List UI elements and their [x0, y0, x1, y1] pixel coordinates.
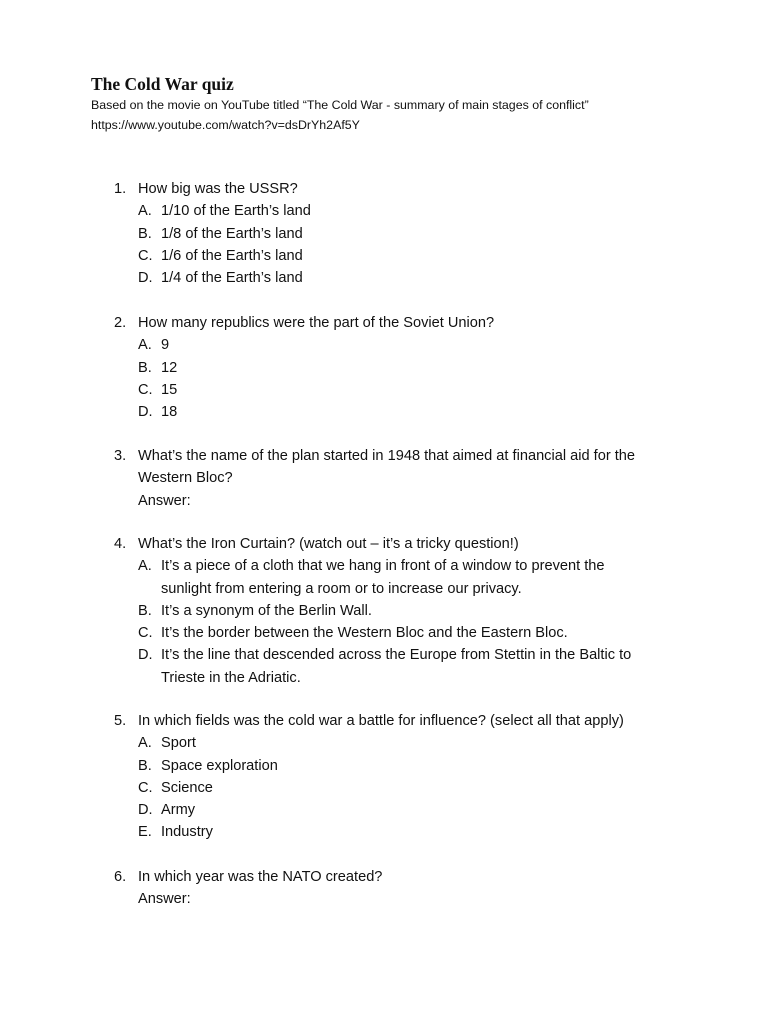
answer-option: [0, 578, 768, 600]
option-text: 12: [161, 359, 178, 376]
option-letter: D.: [138, 270, 153, 287]
answer-option: [0, 245, 768, 267]
question-line: [0, 866, 768, 888]
question-text: In which fields was the cold war a battle for influence? (select all that apply): [138, 713, 624, 729]
answer-option: [0, 600, 768, 622]
question-line: [0, 312, 768, 334]
question-line: [0, 467, 768, 489]
option-text: It’s the line that descended across the Europe from Stettin in the Baltic to: [161, 647, 632, 664]
question-line: [0, 445, 768, 467]
option-letter: B.: [138, 757, 152, 774]
question-text: How many republics were the part of the Soviet Union?: [138, 315, 495, 331]
option-text: Sport: [161, 735, 196, 752]
option-text: 9: [161, 337, 170, 354]
option-text: sunlight from entering a room or to increase our privacy.: [161, 580, 522, 597]
question-text: What’s the Iron Curtain? (watch out – it’s a tricky question!): [138, 536, 519, 552]
option-letter: C.: [138, 779, 153, 796]
page-title: The Cold War quiz: [91, 74, 234, 94]
question-5: [0, 710, 768, 844]
question-4: [0, 533, 768, 689]
option-letter: B.: [138, 602, 152, 619]
option-text: It’s a synonym of the Berlin Wall.: [161, 602, 372, 619]
question-number: 1.: [114, 181, 127, 197]
answer-option: [0, 799, 768, 821]
option-letter: D.: [138, 647, 153, 664]
option-letter: A.: [138, 735, 152, 752]
answer-option: [0, 267, 768, 289]
answer-option: [0, 555, 768, 577]
question-text: Answer:: [138, 891, 191, 908]
question-text: How big was the USSR?: [138, 181, 298, 197]
question-1: [0, 178, 768, 289]
option-letter: D.: [138, 404, 153, 421]
answer-option: [0, 732, 768, 754]
answer-option: [0, 755, 768, 777]
option-text: 1/4 of the Earth’s land: [161, 270, 303, 287]
question-number: 5.: [114, 713, 127, 729]
question-text: What’s the name of the plan started in 1948 that aimed at financial aid for the: [138, 448, 636, 464]
answer-option: [0, 622, 768, 644]
answer-option: [0, 223, 768, 245]
option-text: It’s the border between the Western Bloc and the Eastern Bloc.: [161, 625, 568, 642]
answer-option: [0, 821, 768, 843]
answer-option: [0, 357, 768, 379]
option-text: It’s a piece of a cloth that we hang in front of a window to prevent the: [161, 558, 605, 575]
option-text: Industry: [161, 824, 213, 841]
answer-option: [0, 777, 768, 799]
page-subtitle: Based on the movie on YouTube titled “The Cold War - summary of main stages of conflict”: [91, 98, 589, 112]
question-line: [0, 490, 768, 512]
question-text: Western Bloc?: [138, 470, 233, 487]
option-letter: B.: [138, 359, 152, 376]
option-text: Space exploration: [161, 757, 278, 774]
source-url: https://www.youtube.com/watch?v=dsDrYh2Af5Y: [91, 118, 360, 132]
answer-option: [0, 667, 768, 689]
option-letter: C.: [138, 381, 153, 398]
option-letter: B.: [138, 225, 152, 242]
question-6: [0, 866, 768, 911]
answer-option: [0, 644, 768, 666]
answer-option: [0, 200, 768, 222]
answer-option: [0, 401, 768, 423]
question-number: 2.: [114, 315, 127, 331]
question-number: 3.: [114, 448, 127, 464]
question-number: 6.: [114, 869, 127, 885]
question-line: [0, 888, 768, 910]
option-letter: A.: [138, 337, 152, 354]
answer-option: [0, 379, 768, 401]
question-3: [0, 445, 768, 512]
question-text: Answer:: [138, 492, 191, 509]
option-text: Army: [161, 802, 196, 819]
option-text: 18: [161, 404, 178, 421]
option-letter: A.: [138, 203, 152, 220]
option-letter: E.: [138, 824, 152, 841]
question-line: [0, 710, 768, 732]
question-text: In which year was the NATO created?: [138, 869, 383, 885]
option-letter: A.: [138, 558, 152, 575]
question-number: 4.: [114, 536, 127, 552]
question-line: [0, 533, 768, 555]
answer-option: [0, 334, 768, 356]
option-text: 1/6 of the Earth’s land: [161, 247, 303, 264]
option-letter: D.: [138, 802, 153, 819]
question-2: [0, 312, 768, 423]
option-text: 15: [161, 381, 178, 398]
option-text: 1/8 of the Earth’s land: [161, 225, 303, 242]
option-text: Trieste in the Adriatic.: [161, 669, 301, 686]
option-text: Science: [161, 779, 213, 796]
option-text: 1/10 of the Earth’s land: [161, 203, 311, 220]
option-letter: C.: [138, 625, 153, 642]
option-letter: C.: [138, 247, 153, 264]
question-line: [0, 178, 768, 200]
